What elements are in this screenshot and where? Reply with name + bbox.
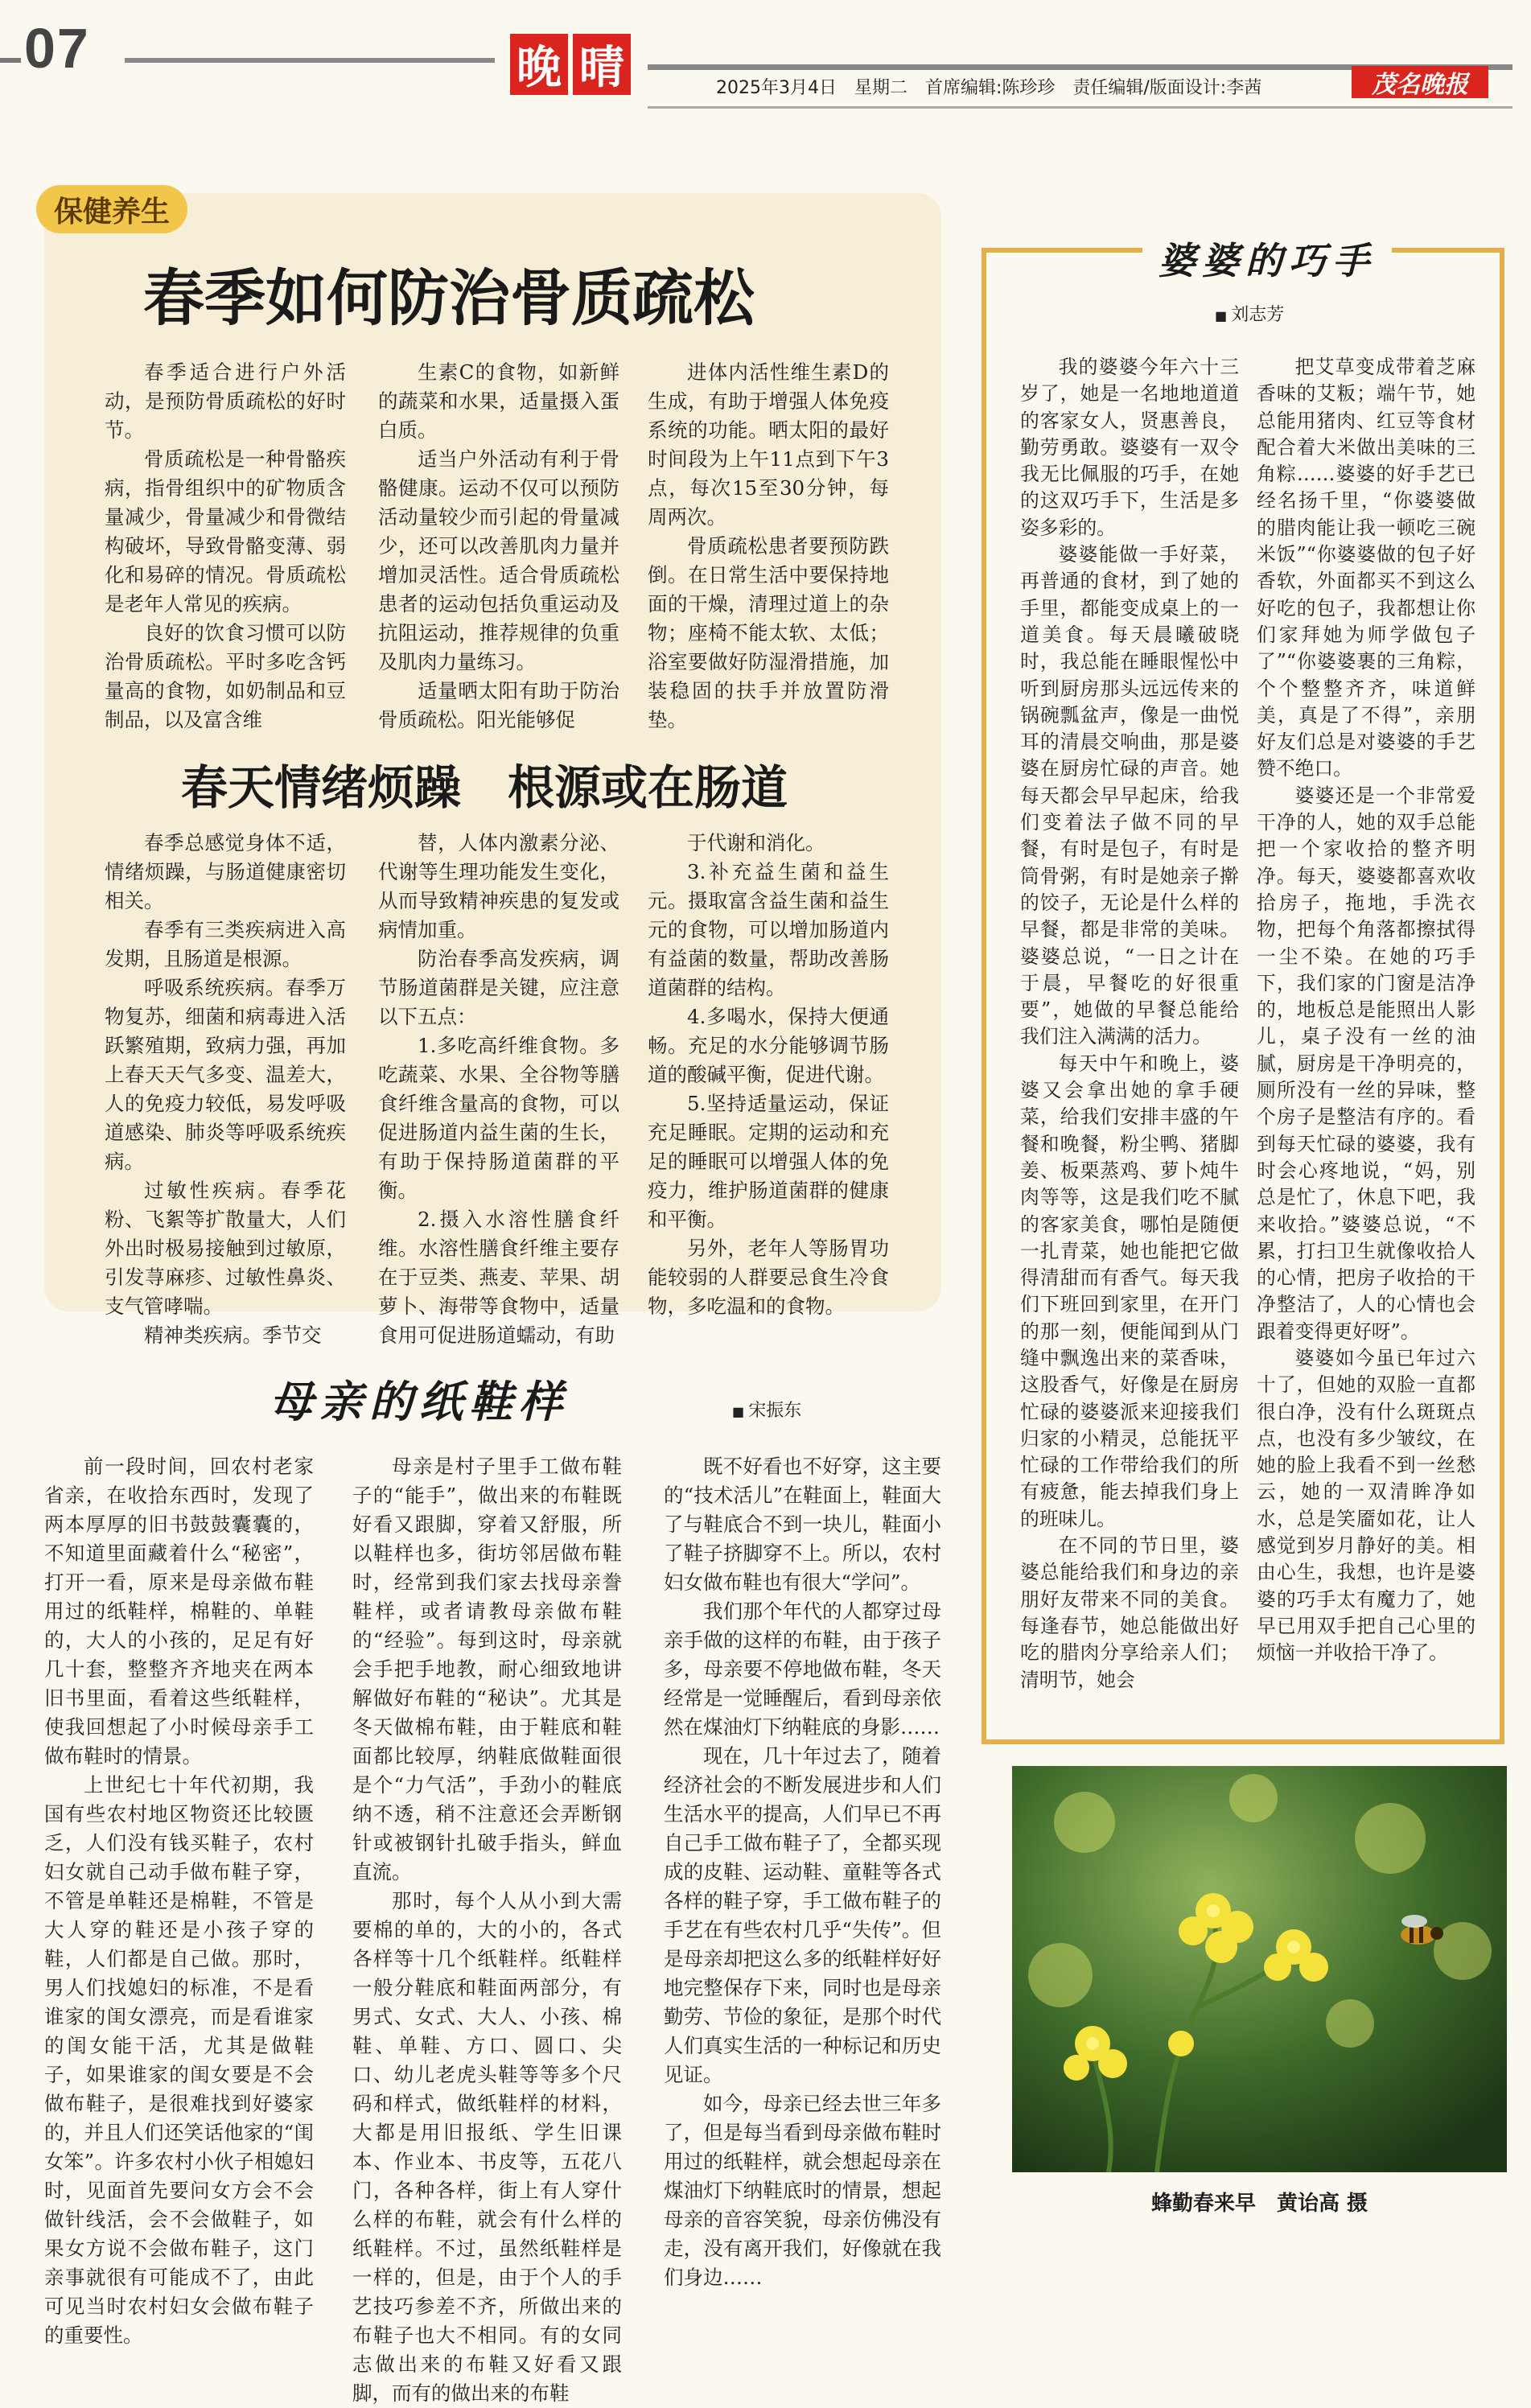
paragraph: 骨质疏松患者要预防跌倒。在日常生活中要保持地面的干燥，清理过道上的杂物；座椅不能太软、太低；浴室要做好防湿滑措施，加装稳固的扶手并放置防滑垫。	[648, 534, 889, 731]
paragraph: 在不同的节日里，婆婆总能给我们和身边的亲朋好友带来不同的美食。每逢春节，她总能做出好吃的腊肉分享给亲人们；清明节，她会	[1020, 1534, 1239, 1691]
paragraph: 适量晒太阳有助于防治骨质疏松。阳光能够促	[378, 679, 619, 731]
paragraph: 母亲是村子里手工做布鞋子的“能手”，做出来的布鞋既好看又跟脚，穿着又舒服，所以鞋样也多，街坊邻居做布鞋时，经常到我们家去找母亲誊鞋样，或者请教母亲做布鞋的“经验”。每到这时，母亲就会手把手地教，耐心细致地讲解做好布鞋的“秘诀”。尤其是冬天做棉布鞋，由于鞋底和鞋面都比较厚，纳鞋底做鞋面很是个“力气活”，手劲小的鞋底纳不透，稍不注意还会弄断钢针或被钢针扎破手指头，鲜血直流。	[352, 1455, 622, 1883]
paragraph: 现在，几十年过去了，随着经济社会的不断发展进步和人们生活水平的提高，人们早已不再自己手工做布鞋子了，全都买现成的皮鞋、运动鞋、童鞋等各式各样的鞋子穿，手工做布鞋子的手艺在有些农村几乎“失传”。但是母亲却把这么多的纸鞋样好好地完整保存下来，同时也是母亲勤劳、节俭的象征，是那个时代人们真实生活的一种标记和历史见证。	[664, 1744, 941, 2086]
article2-title: 春天情绪烦躁 根源或在肠道	[181, 760, 788, 815]
paragraph: 精神类疾病。季节交	[144, 1323, 322, 1347]
paragraph: 于代谢和消化。	[687, 831, 825, 854]
paragraph: 3.补充益生菌和益生元。摄取富含益生菌和益生元的食物，可以增加肠道内有益菌的数量，帮助改善肠道菌群的结构。	[648, 860, 889, 999]
bee-flower-photo	[1012, 1766, 1507, 2172]
paragraph: 过敏性疾病。春季花粉、飞絮等扩散量大，人们外出时极易接触到过敏原，引发荨麻疹、过敏性鼻炎、支气管哮喘。	[105, 1179, 346, 1318]
photo-illustration	[1012, 1766, 1507, 2172]
paragraph: 防治春季高发疾病，调节肠道菌群是关键，应注意以下五点：	[378, 947, 619, 1028]
page-number: 07	[24, 17, 90, 80]
article2-col3	[648, 829, 889, 1321]
paragraph: 骨质疏松是一种骨骼疾病，指骨组织中的矿物质含量减少，骨量减少和骨微结构破坏，导致骨骼变薄、弱化和易碎的情况。骨质疏松是老年人常见的疾病。	[105, 447, 346, 615]
essay-mother-col3	[664, 1452, 941, 2292]
paragraph: 进体内活性维生素D的生成，有助于增强人体免疫系统的功能。晒太阳的最好时间段为上午11点到下午3点，每次15至30分钟，每周两次。	[648, 360, 889, 529]
paragraph: 婆婆如今虽已年过六十了，但她的双脸一直都很白净，没有什么斑斑点点，也没有多少皱纹，在她的脸上我看不到一丝愁云，她的一双清眸净如水，总是笑靥如花，让人感觉到岁月静好的美。相由心生，我想，也许是婆婆的巧手太有魔力了，她早已用双手把自己心里的烦恼一并收拾干净了。	[1257, 1346, 1475, 1665]
article2-col1	[105, 829, 346, 1350]
essay-mother-author: ■ 宋振东	[732, 1397, 801, 1422]
essay-mil-title: 婆婆的巧手	[1142, 232, 1392, 285]
essay-mil-author: ■ 刘志芳	[1215, 301, 1284, 326]
article1-col3	[648, 358, 889, 735]
paragraph: 如今，母亲已经去世三年多了，但是每当看到母亲做布鞋时用过的纸鞋样，就会想起母亲在煤油灯下纳鞋底时的情景，想起母亲的音容笑貌，母亲仿佛没有走，没有离开我们，好像就在我们身边……	[664, 2092, 941, 2289]
paragraph: 春季总感觉身体不适，情绪烦躁，与肠道健康密切相关。	[105, 831, 346, 912]
paragraph: 替，人体内激素分泌、代谢等生理功能发生变化，从而导致精神疾患的复发或病情加重。	[378, 831, 619, 941]
article1-col1	[105, 358, 346, 735]
photo-caption: 蜂勤春来早 黄诒高 摄	[1150, 2192, 1368, 2216]
article2-col2	[378, 829, 619, 1350]
paragraph: 1.多吃高纤维食物。多吃蔬菜、水果、全谷物等膳食纤维含量高的食物，可以促进肠道内益生菌的生长，有助于保持肠道菌群的平衡。	[378, 1034, 619, 1202]
paragraph: 2.摄入水溶性膳食纤维。水溶性膳食纤维主要存在于豆类、燕麦、苹果、胡萝卜、海带等食物中，适量食用可促进肠道蠕动，有助	[378, 1208, 619, 1347]
paragraph: 既不好看也不好穿，这主要的“技术活儿”在鞋面上，鞋面大了与鞋底合不到一块儿，鞋面小了鞋子挤脚穿不上。所以，农村妇女做布鞋也有很大“学问”。	[664, 1455, 941, 1594]
edition-char-2: 晴	[573, 34, 631, 95]
paragraph: 适当户外活动有利于骨骼健康。运动不仅可以预防活动量较少而引起的骨量减少，还可以改善肌肉力量并增加灵活性。适合骨质疏松患者的运动包括负重运动及抗阻运动，推荐规律的负重及肌肉力量练习。	[378, 447, 619, 673]
paragraph: 生素C的食物，如新鲜的蔬菜和水果，适量摄入蛋白质。	[378, 360, 619, 442]
masthead-logo: 茂名晚报	[1352, 66, 1488, 98]
paragraph: 那时，每个人从小到大需要棉的单的，大的小的，各式各样等十几个纸鞋样。纸鞋样一般分鞋底和鞋面两部分，有男式、女式、大人、小孩、棉鞋、单鞋、方口、圆口、尖口、幼儿老虎头鞋等等多个尺码和样式，做纸鞋样的材料，大都是用旧报纸、学生旧课本、作业本、书皮等，五花八门，各种各样，街上有人穿什么样的布鞋，就会有什么样的纸鞋样。不过，虽然纸鞋样是一样的，但是，由于个人的手艺技巧参差不齐，所做出来的布鞋子也大不相同。有的女同志做出来的布鞋又好看又跟脚，而有的做出来的布鞋	[352, 1889, 622, 2405]
paragraph: 春季有三类疾病进入高发期，且肠道是根源。	[105, 918, 346, 970]
essay-mother-col2	[352, 1452, 622, 2408]
paragraph: 我们那个年代的人都穿过母亲手做的这样的布鞋，由于孩子多，母亲要不停地做布鞋，冬天经常是一觉睡醒后，看到母亲依然在煤油灯下纳鞋底的身影……	[664, 1599, 941, 1739]
essay-mother-title: 母亲的纸鞋样	[270, 1376, 569, 1427]
edition-char-1: 晚	[510, 34, 568, 95]
paragraph: 婆婆还是一个非常爱干净的人，她的双手总能把一个家收拾的整齐明净。每天，婆婆都喜欢收拾房子，拖地，手洗衣物，把每个角落都擦拭得一尘不染。在她的巧手下，我们家的门窗是洁净的，地板总是能照出人影儿，桌子没有一丝的油腻，厨房是干净明亮的，厕所没有一丝的异味，整个房子是整洁有序的。看到每天忙碌的婆婆，我有时会心疼地说，“妈，别总是忙了，休息下吧，我来收拾。”婆婆总说，“不累，打扫卫生就像收拾人的心情，把房子收拾的干净整洁了，人的心情也会跟着变得更好呀”。	[1257, 784, 1475, 1343]
article1-title: 春季如何防治骨质疏松	[143, 262, 755, 334]
header-rule-left	[125, 58, 495, 63]
paragraph: 每天中午和晚上，婆婆又会拿出她的拿手硬菜，给我们安排丰盛的午餐和晚餐，粉尘鸭、猪脚姜、板栗蒸鸡、萝卜炖牛肉等等，这是我们吃不腻的客家美食，哪怕是随便一扎青菜，她也能把它做得清甜而有香气。每天我们下班回到家里，在开门的那一刻，便能闻到从门缝中飘逸出来的菜香味，这股香气，好像是在厨房忙碌的婆婆派来迎接我们归家的小精灵，总能抚平忙碌的工作带给我们的所有疲惫，能去掉我们身上的班味儿。	[1020, 1052, 1239, 1530]
essay-mil-col2	[1257, 354, 1475, 1667]
paragraph: 另外，老年人等肠胃功能较弱的人群要忌食生冷食物，多吃温和的食物。	[648, 1237, 889, 1318]
paragraph: 5.坚持适量运动，保证充足睡眠。定期的运动和充足的睡眠可以增强人体的免疫力，维护肠道菌群的健康和平衡。	[648, 1092, 889, 1231]
header-rule-thin	[648, 106, 1512, 109]
paragraph: 前一段时间，回农村老家省亲，在收拾东西时，发现了两本厚厚的旧书鼓鼓囊囊的，不知道里面藏着什么“秘密”，打开一看，原来是母亲做布鞋用过的纸鞋样，棉鞋的、单鞋的，大人的小孩的，足足有好几十套，整整齐齐地夹在两本旧书里面，看着这些纸鞋样，使我回想起了小时候母亲手工做布鞋时的情景。	[44, 1455, 314, 1768]
paragraph: 婆婆能做一手好菜，再普通的食材，到了她的手里，都能变成桌上的一道美食。每天晨曦破晓时，我总能在睡眼惺忪中听到厨房那头远远传来的锅碗瓢盆声，像是一曲悦耳的清晨交响曲，那是婆婆在厨房忙碌的声音。她每天都会早早起床，给我们变着法子做不同的早餐，有时是包子，有时是筒骨粥，有时是她亲子擀的饺子，无论是什么样的早餐，都是非常的美味。婆婆总说，“一日之计在于晨，早餐吃的好很重要”，她做的早餐总能给我们注入满满的活力。	[1020, 543, 1239, 1048]
paragraph: 我的婆婆今年六十三岁了，她是一名地地道道的客家女人，贤惠善良，勤劳勇敢。婆婆有一双令我无比佩服的巧手，在她的这双巧手下，生活是多姿多彩的。	[1020, 356, 1239, 539]
paragraph: 良好的饮食习惯可以防治骨质疏松。平时多吃含钙量高的食物，如奶制品和豆制品，以及富含维	[105, 621, 346, 731]
paragraph: 4.多喝水，保持大便通畅。充足的水分能够调节肠道的酸碱平衡，促进代谢。	[648, 1005, 889, 1086]
essay-mother-col1	[44, 1452, 314, 2350]
section-tag: 保健养生	[36, 185, 187, 233]
essay-mil-col1	[1020, 354, 1239, 1694]
dateline: 2025年3月4日 星期二 首席编辑:陈珍珍 责任编辑/版面设计:李茜	[716, 78, 1262, 98]
edition-label	[510, 34, 631, 95]
article1-col2	[378, 358, 619, 735]
paragraph: 春季适合进行户外活动，是预防骨质疏松的好时节。	[105, 360, 346, 442]
paragraph: 把艾草变成带着芝麻香味的艾粄；端午节，她总能用猪肉、红豆等食材配合着大米做出美味的三角粽……婆婆的好手艺已经名扬千里，“你婆婆做的腊肉能让我一顿吃三碗米饭”“你婆婆做的包子好香软，外面都买不到这么好吃的包子，我都想让你们家拜她为师学做包子了”“你婆婆裹的三角粽，个个整整齐齐，味道鲜美，真是了不得”，亲朋好友们总是对婆婆的手艺赞不绝口。	[1257, 356, 1475, 780]
paragraph: 上世纪七十年代初期，我国有些农村地区物资还比较匮乏，人们没有钱买鞋子，农村妇女就自己动手做布鞋子穿，不管是单鞋还是棉鞋，不管是大人穿的鞋还是小孩子穿的鞋，人们都是自己做。那时，男人们找媳妇的标准，不是看谁家的闺女漂亮，而是看谁家的闺女能干活，尤其是做鞋子，如果谁家的闺女要是不会做布鞋子，是很难找到好婆家的，并且人们还笑话他家的“闺女笨”。许多农村小伙子相媳妇时，见面首先要问女方会不会做针线活，会不会做鞋子，如果女方说不会做布鞋子，这门亲事就很有可能成不了，由此可见当时农村妇女会做布鞋子的重要性。	[44, 1773, 314, 2347]
paragraph: 呼吸系统疾病。春季万物复苏，细菌和病毒进入活跃繁殖期，致病力强，再加上春天天气多变、温差大，人的免疫力较低，易发呼吸道感染、肺炎等呼吸系统疾病。	[105, 976, 346, 1173]
